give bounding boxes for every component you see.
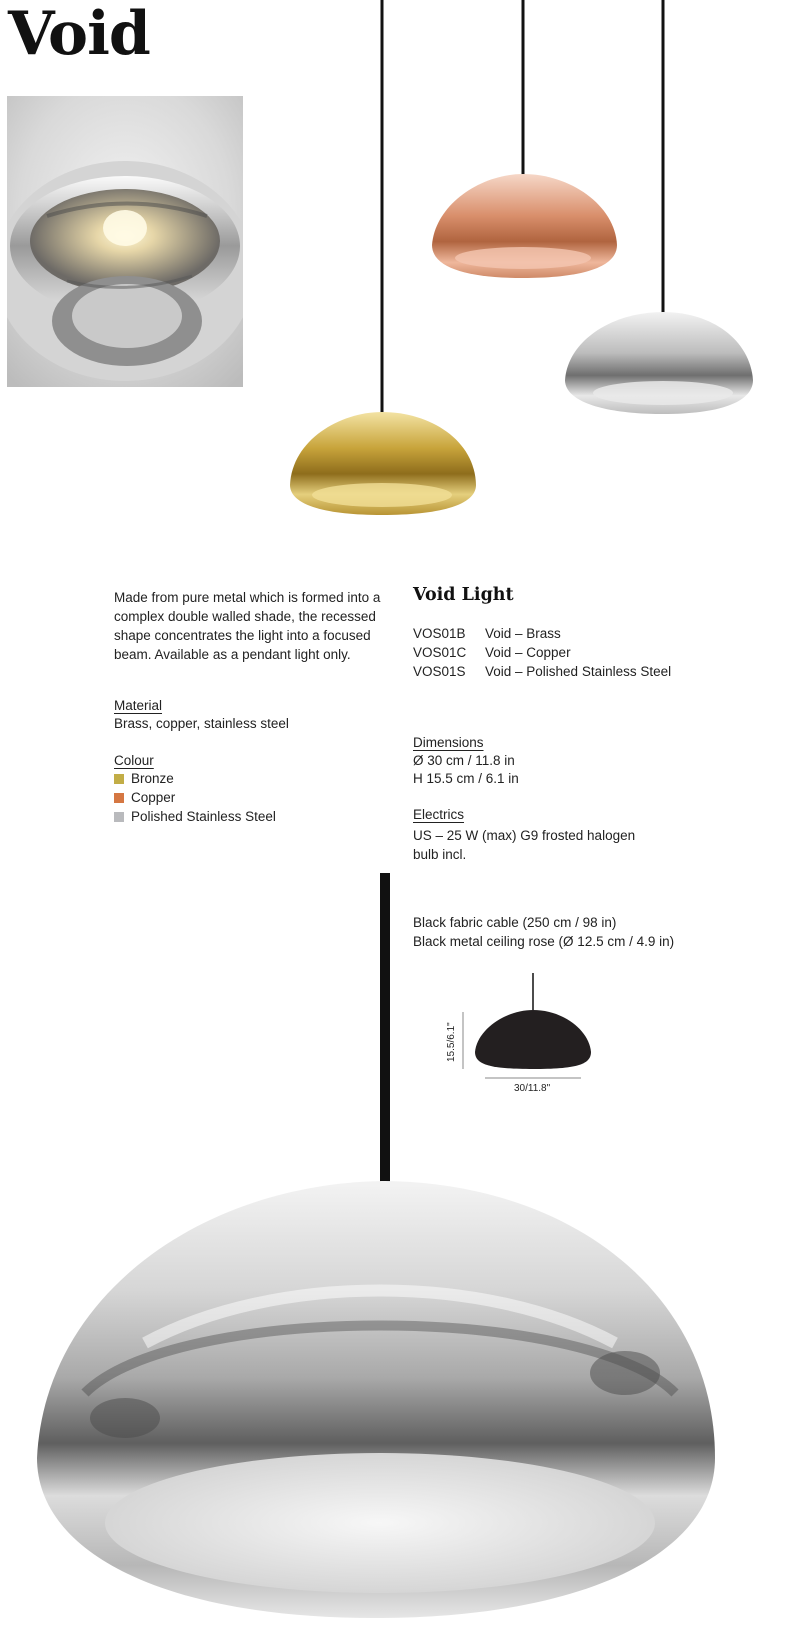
- product-name: Void – Brass: [485, 626, 561, 641]
- pendant-group-photo: [280, 0, 780, 530]
- colour-list: [114, 769, 276, 826]
- electrics-line2: bulb incl.: [413, 847, 467, 862]
- colour-option-label: Polished Stainless Steel: [131, 809, 276, 824]
- product-code: VOS01C: [413, 645, 467, 660]
- page-title: Void: [8, 0, 150, 69]
- material-value: Brass, copper, stainless steel: [114, 716, 289, 731]
- colour-label: Colour: [114, 753, 154, 768]
- colour-option-steel: [114, 807, 276, 826]
- product-code: VOS01B: [413, 626, 466, 641]
- dimensions-diameter: Ø 30 cm / 11.8 in: [413, 753, 515, 768]
- product-name: Void – Polished Stainless Steel: [485, 664, 672, 679]
- electrics-label: Electrics: [413, 807, 465, 822]
- closeup-photo: [7, 96, 243, 387]
- product-code: VOS01S: [413, 664, 466, 679]
- cable-line1: Black fabric cable (250 cm / 98 in): [413, 915, 617, 930]
- steel-swatch: [114, 812, 124, 822]
- product-heading: Void Light: [413, 585, 514, 605]
- product-code-row: [413, 643, 671, 662]
- product-code-row: [413, 662, 671, 681]
- diagram-width-label: 30/11.8": [514, 1083, 551, 1094]
- colour-option-copper: [114, 788, 276, 807]
- colour-option-bronze: [114, 769, 276, 788]
- product-codes: [413, 624, 671, 681]
- cable-line2: Black metal ceiling rose (Ø 12.5 cm / 4.9 in): [413, 934, 675, 949]
- description: Made from pure metal which is formed into a complex double walled shade, the recessed shape concentrates the light into a focused beam. Available as a pendant light only.: [114, 590, 381, 662]
- bronze-swatch: [114, 774, 124, 784]
- product-name: Void – Copper: [485, 645, 571, 660]
- colour-option-label: Bronze: [131, 771, 174, 786]
- dimensions-label: Dimensions: [413, 735, 484, 750]
- large-lamp-photo: [25, 873, 725, 1637]
- electrics-line1: US – 25 W (max) G9 frosted halogen: [413, 828, 636, 843]
- product-code-row: [413, 624, 671, 643]
- colour-option-label: Copper: [131, 790, 176, 805]
- material-label: Material: [114, 698, 163, 713]
- diagram-height-label: 15.5/6.1": [446, 1022, 457, 1062]
- dimensions-height: H 15.5 cm / 6.1 in: [413, 771, 519, 786]
- copper-swatch: [114, 793, 124, 803]
